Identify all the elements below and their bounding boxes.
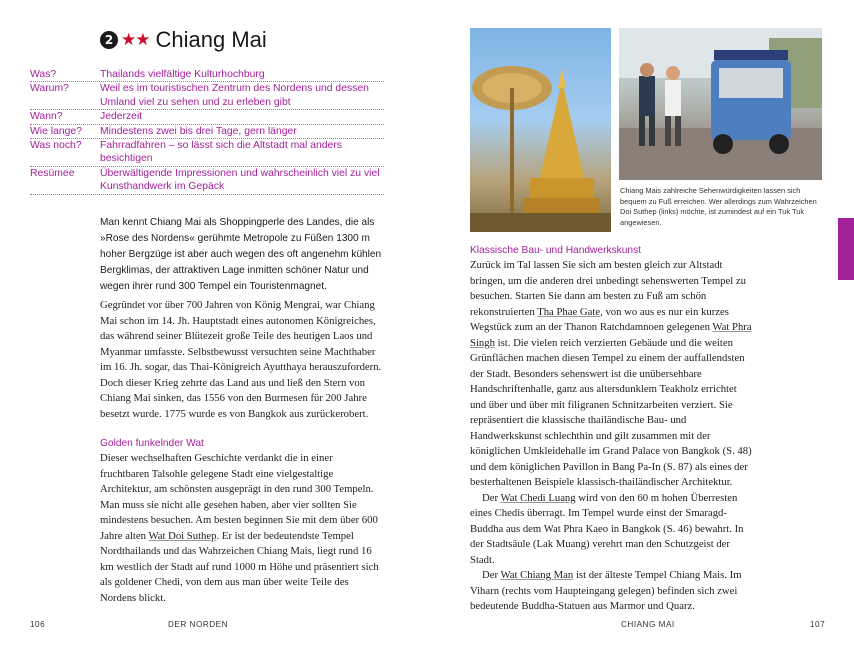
place-link-wat-chedi-luang[interactable]: Wat Chedi Luang — [500, 491, 576, 504]
body-paragraph: Der Wat Chedi Luang wird von den 60 m hohen Überresten eines Chedis überragt. Im Tempel wurde einst der Smaragd-Buddha aus dem Wat Phra Kaeo in Bangkok (S. 46) bewahrt. In der Stadtsäule (Lak Muang) verehrt man den Schutzgeist der Stadt. — [470, 491, 744, 566]
place-link-wat-phra-singh[interactable]: Wat Phra Singh — [470, 321, 752, 349]
body-paragraph: Dieser wechselhaften Geschichte verdankt die in einer fruchtbaren Talsohle gelegene Stadt eine vielgestaltige Architektur, am schönsten ausgeprägt in den rund 300 Tempeln. Man muss sie nicht alle gesehen haben, aber vier sollten Sie mindestens besuchen. Am besten beginnen Sie mit dem über 600 Jahre alten Wat Doi Suthep. Er ist der bedeutendste Tempel Nordthailands und das Wahrzeichen Chiang Mais, liegt rund 16 km westlich der Stadt auf rund 1000 m Höhe und präsentiert sich als goldener Chedi, von dem aus man über weite Teile des Nordens blickt. — [100, 452, 379, 604]
place-link-wat-chiang-man[interactable]: Wat Chiang Man — [500, 569, 574, 581]
fact-row — [30, 139, 384, 167]
fact-label: Wie lange? — [30, 125, 82, 137]
body-paragraph: Gegründet vor über 700 Jahren von König Mengrai, war Chiang Mai schon im 14. Jh. Hauptstadt eines autonomen Königreiches, das während seiner Blütezeit große Teile des heutigen Laos und Myanmar umfasste. Selbstbewusst versuchten seine Machthaber im 16. Jh. sogar, das Thai-Königreich Ayutthaya herauszufordern. Doch dieser Krieg zehrte das Land aus und ließ den Stern von Chiang Mai sinken, das 1556 von den Burmesen für 200 Jahre besetzt wurde. 1775 wurde es von Bangkok aus zurückerobert. — [100, 299, 382, 420]
photo-wat-doi-suthep — [470, 28, 611, 232]
page-number-right: 107 — [810, 620, 826, 629]
fact-box — [30, 68, 384, 195]
fact-label: Warum? — [30, 83, 69, 95]
chapter-title-row — [100, 27, 267, 53]
tuk-tuk-illustration — [619, 28, 822, 180]
fact-label: Wann? — [30, 111, 63, 123]
fact-label: Resümee — [30, 167, 75, 179]
temple-illustration — [470, 28, 611, 232]
fact-row — [30, 125, 384, 139]
rating-stars-icon: ★★ — [121, 30, 150, 50]
fact-row — [30, 167, 384, 195]
fact-row — [30, 110, 384, 124]
left-column-body — [100, 298, 384, 606]
fact-value: Weil es im touristischen Zentrum des Nordens und dessen Umland viel zu sehen und zu erleben gibt — [100, 83, 369, 108]
section-subhead: Golden funkelnder Wat — [100, 438, 204, 449]
section-subhead: Klassische Bau- und Handwerkskunst — [470, 245, 642, 256]
photo-caption: Chiang Mais zahlreiche Sehenwürdigkeiten lassen sich bequem zu Fuß erreichen. Wer allerdings zum Wahrzeichen Doi Suthep (links) möchte, ist zumindest auf ein Tuk Tuk angewiesen. — [620, 186, 817, 227]
fact-label: Was noch? — [30, 140, 82, 152]
fact-value: Fahrradfahren – so lässt sich die Altstadt mal anders besichtigen — [100, 140, 342, 165]
fact-value: Thailands vielfältige Kulturhochburg — [100, 69, 265, 80]
fact-row — [30, 82, 384, 110]
fact-value: Mindestens zwei bis drei Tage, gern länger — [100, 125, 297, 137]
place-link-tha-phae-gate[interactable]: Tha Phae Gate — [537, 305, 601, 318]
chapter-title: Chiang Mai — [155, 27, 267, 52]
body-paragraph: Zurück im Tal lassen Sie sich am besten gleich zur Altstadt bringen, um die anderen drei unbedingt sehenswerten Tempel zu besuchen. Starten Sie dann am besten zu Fuß am schön rekonstruierten Tha Phae Gate, von wo aus es nur ein kurzes Wegstück zum an der Thanon Ratchdamnoen gelegenen Wat Phra Singh ist. Die vielen reich verzierten Gebäude und die weiten Grünflächen machen diesen Tempel zu einem der auffallendsten der Stadt. Besonders sehenswert ist die unübersehbare Handschriftenhalle, ganz aus altersdunklem Teakholz errichtet und über und über mit filigranen Schnitzarbeiten verziert. Sie repräsentiert die klassische thailändische Bau- und Handwerkskunst schlechthin und gilt zusammen mit der königlichen Umkleidehalle im Grand Palace von Bangkok (S. 48) und dem königlichen Pavillon in Bang Pa-In (S. 87) als eines der besterhaltenen Beispiele klassisch-thailändischer Architektur. — [470, 259, 752, 488]
running-footer-right: CHIANG MAI — [621, 620, 675, 629]
fact-row — [30, 68, 384, 82]
chapter-tab-marker — [838, 218, 854, 280]
fact-value: Überwältigende Impressionen und wahrscheinlich viel zu viel Kunsthandwerk im Gepäck — [100, 167, 380, 193]
chapter-number-badge: 2 — [100, 31, 118, 49]
right-column-body — [470, 243, 754, 615]
photo-tuk-tuk-street — [619, 28, 822, 180]
page-number-left: 106 — [30, 620, 46, 629]
place-link-wat-doi-suthep[interactable]: Wat Doi Suthep — [148, 529, 217, 542]
body-paragraph: Der Wat Chiang Man ist der älteste Tempel Chiang Mais. Im Viharn (rechts vom Haupteingang gelegen) befinden sich zwei bedeutende Buddha-Statuen aus Marmor und Quarz. — [470, 569, 742, 612]
fact-label: Was? — [30, 69, 57, 80]
lead-paragraph: Man kennt Chiang Mai als Shoppingperle des Landes, die als »Rose des Nordens« gerühmte Metropole zu Füßen 1300 m hoher Bergzüge ist aber auch wegen des oft angenehm kühlen Bergklimas, der attraktiven Lage inmitten schöner Natur und wegen ihrer rund 300 Tempel ein Touristenmagnet. — [100, 217, 382, 292]
fact-value: Jederzeit — [100, 111, 143, 123]
running-footer-left: DER NORDEN — [168, 620, 229, 629]
